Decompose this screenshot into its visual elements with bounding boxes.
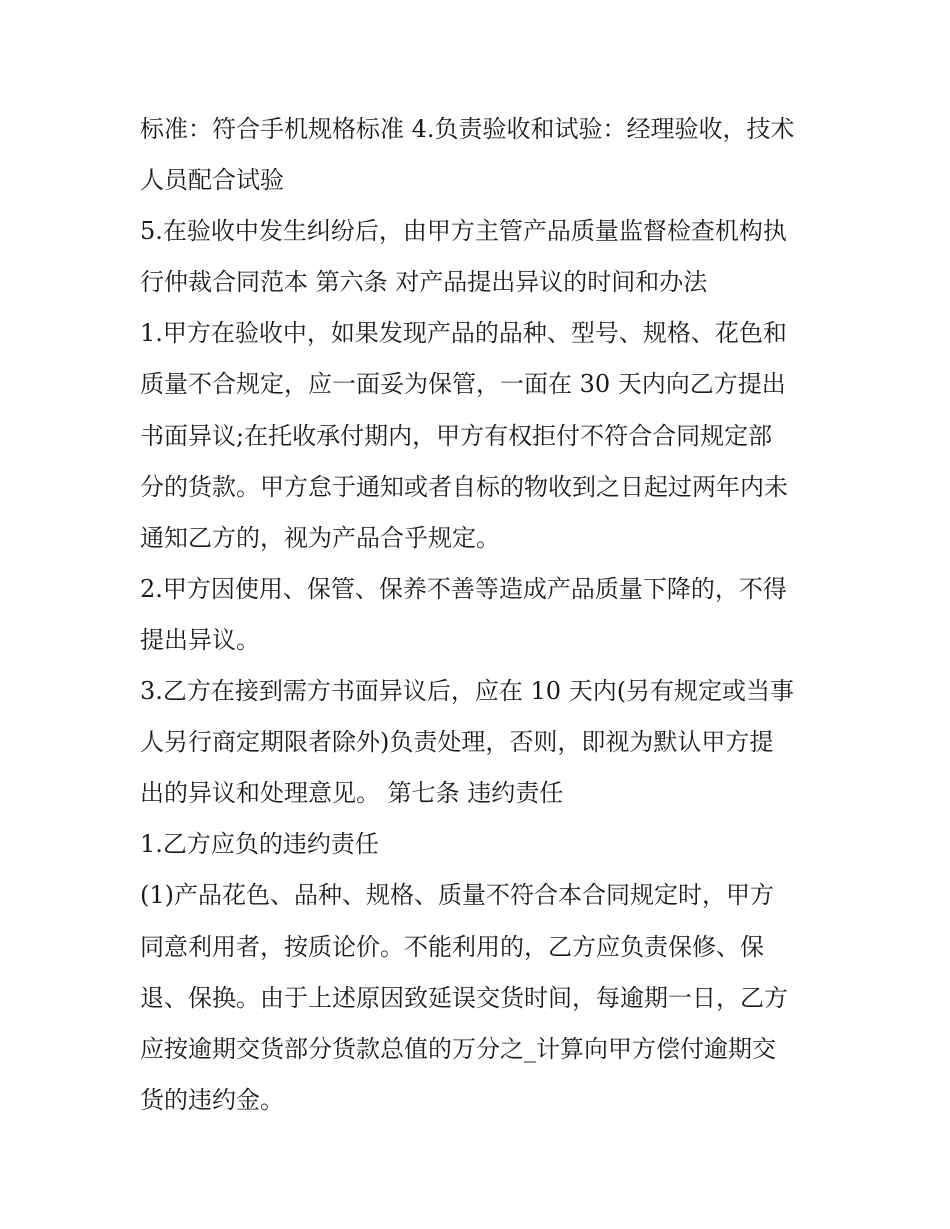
text-line: 质量不合规定，应一面妥为保管，一面在 30 天内向乙方提出 — [140, 370, 786, 399]
text-line: 行仲裁合同范本 第六条 对产品提出异议的时间和办法 — [140, 268, 708, 297]
text-line: 退、保换。由于上述原因致延误交货时间，每逾期一日，乙方 — [140, 983, 788, 1012]
text-line: 人另行商定期限者除外)负责处理，否则，即视为默认甲方提 — [140, 728, 774, 757]
text-line: 出的异议和处理意见。 第七条 违约责任 — [140, 779, 564, 808]
text-line: 3.乙方在接到需方书面异议后，应在 10 天内(另有规定或当事 — [140, 677, 795, 706]
text-line: 2.甲方因使用、保管、保养不善等造成产品质量下降的，不得 — [140, 574, 787, 603]
text-line: 标准：符合手机规格标准 4.负责验收和试验：经理验收，技术 — [140, 115, 795, 143]
text-line: 1.甲方在验收中，如果发现产品的品种、型号、规格、花色和 — [140, 319, 787, 348]
text-line: 5.在验收中发生纠纷后，由甲方主管产品质量监督检查机构执 — [140, 217, 787, 246]
contract-text-body — [140, 104, 820, 1126]
text-line: 货的违约金。 — [140, 1085, 284, 1114]
text-line: 人员配合试验 — [140, 166, 284, 195]
text-line: 应按逾期交货部分货款总值的万分之_计算向甲方偿付逾期交 — [140, 1034, 776, 1063]
text-line: 通知乙方的，视为产品合乎规定。 — [140, 523, 500, 552]
text-line: 书面异议;在托收承付期内，甲方有权拒付不符合合同规定部 — [140, 421, 773, 450]
text-line: 1.乙方应负的违约责任 — [140, 830, 379, 859]
text-line: 提出异议。 — [140, 625, 260, 654]
text-line: (1)产品花色、品种、规格、质量不符合本合同规定时，甲方 — [140, 881, 774, 910]
text-line: 同意利用者，按质论价。不能利用的，乙方应负责保修、保 — [140, 932, 764, 961]
text-line: 分的货款。甲方怠于通知或者自标的物收到之日起过两年内未 — [140, 472, 788, 501]
